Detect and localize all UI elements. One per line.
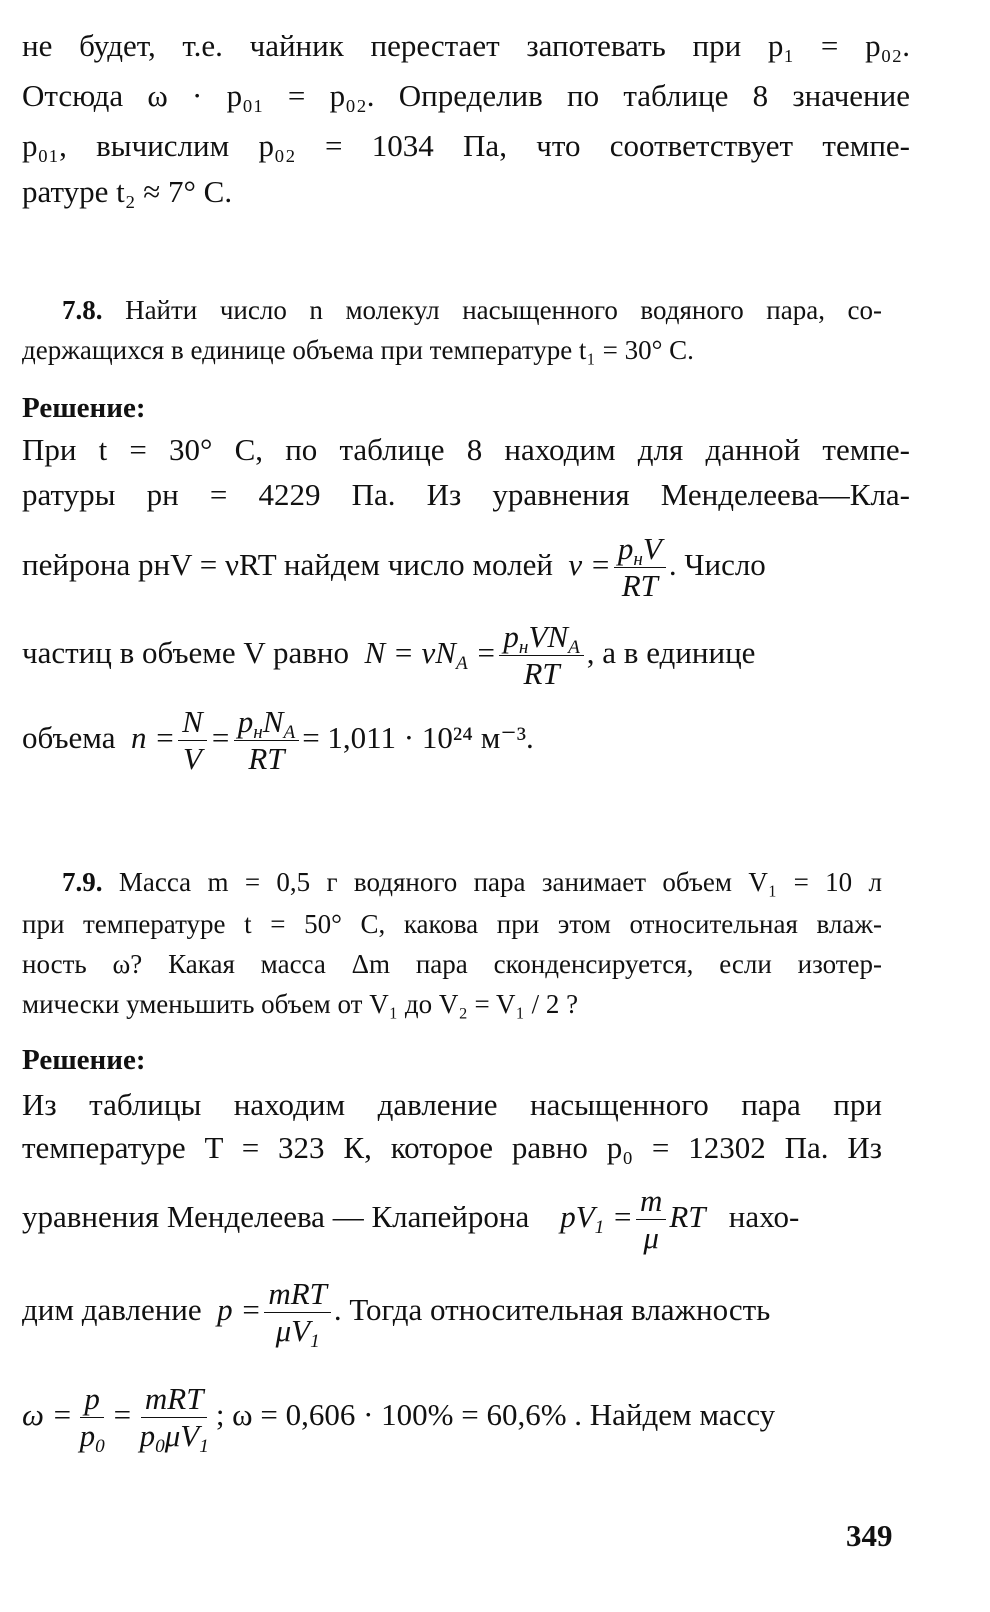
problem-condition: ность ω? Какая масса Δm пара сконденсируется, если изотер- bbox=[22, 949, 882, 979]
text-fragment: объема bbox=[22, 720, 116, 755]
text-fragment: дим давление bbox=[22, 1292, 202, 1327]
text-line: При t = 30° C, по таблице 8 находим для данной темпе- bbox=[22, 432, 910, 467]
problem-text: Масса m = 0,5 г водяного пара занимает объем V₁ = 10 л bbox=[118, 867, 883, 897]
formula: p = bbox=[209, 1292, 262, 1327]
formula: n = bbox=[123, 720, 176, 755]
formula: ν = bbox=[560, 547, 611, 582]
fraction: $\frac{m}{\mu}$ bbox=[636, 1185, 666, 1255]
problem-text: Найти число n молекул насыщенного водяного пара, со- bbox=[125, 295, 883, 325]
text-line-with-formula bbox=[22, 618, 910, 691]
solution-heading: Решение: bbox=[22, 1044, 146, 1076]
text-fragment: = 1,011 · 10²⁴ м⁻³. bbox=[302, 720, 534, 755]
text-line-with-formula: уравнения Менделеева — Клапейрона $pV_1$ = $\frac{m}{\mu}$ RT нахо- bbox=[22, 1182, 800, 1256]
solution-heading: Решение: bbox=[22, 392, 146, 424]
problem-condition: держащихся в единице объема при температуре t₁ = 30° C. bbox=[22, 335, 694, 365]
fraction: $\frac{N}{V}$ bbox=[178, 706, 207, 776]
text-fragment: уравнения Менделеева — Клапейрона bbox=[22, 1199, 530, 1234]
text-line: не будет, т.е. чайник перестает запотевать при p₁ = p₀₂. bbox=[22, 28, 910, 63]
fraction: $\frac{p_нV}{RT}$ bbox=[614, 533, 666, 603]
problem-condition bbox=[62, 290, 882, 330]
problem-number: 7.8. bbox=[62, 295, 103, 325]
text-line-with-formula: ω = $\frac{p}{p_0}$ = $\frac{\text{mRT}}{p_0\mu V_1}$ ; ω = 0,606 · 100% = 60,6% . Найдем массу bbox=[22, 1380, 776, 1458]
text-fragment: пейрона pнV = νRT найдем число молей bbox=[22, 547, 553, 582]
fraction: $\frac{p}{p_0}$ bbox=[79, 1380, 105, 1458]
text-line: ратуре t₂ ≈ 7° C. bbox=[22, 174, 233, 209]
text-fragment: нахо- bbox=[728, 1199, 800, 1234]
text-fragment: ; ω = 0,606 · 100% = 60,6% . Найдем массу bbox=[215, 1397, 776, 1432]
text-fragment: , а в единице bbox=[586, 635, 756, 670]
formula: $N = \nu N_A$ = bbox=[356, 635, 497, 674]
text-line: Отсюда ω · p₀₁ = p₀₂. Определив по таблице 8 значение bbox=[22, 78, 910, 113]
text-fragment: . Тогда относительная влажность bbox=[333, 1292, 771, 1327]
fraction: $\frac{p_нN_A}{RT}$ bbox=[234, 706, 299, 776]
problem-condition: при температуре t = 50° C, какова при этом относительная влаж- bbox=[22, 909, 882, 939]
text-fragment: . Число bbox=[668, 547, 766, 582]
problem-condition: мически уменьшить объем от V₁ до V₂ = V₁ / 2 ? bbox=[22, 989, 579, 1019]
fraction: $\frac{\text{mRT}}{p_0\mu V_1}$ bbox=[139, 1380, 209, 1458]
text-line: p₀₁, вычислим p₀₂ = 1034 Па, что соответствует темпе- bbox=[22, 128, 910, 163]
text-line: температуре T = 323 К, которое равно p₀ = 12302 Па. Из bbox=[22, 1130, 882, 1165]
formula: $pV_1$ = bbox=[536, 1199, 633, 1238]
fraction: $\frac{\text{mRT}}{\mu V_1}$ bbox=[264, 1278, 331, 1348]
text-line-with-formula bbox=[22, 530, 910, 603]
page-number: 349 bbox=[846, 1518, 893, 1553]
formula: ω = bbox=[22, 1397, 73, 1432]
text-line: ратуры pн = 4229 Па. Из уравнения Менделеева—Кла- bbox=[22, 477, 910, 512]
text-line-with-formula bbox=[22, 1275, 910, 1353]
text-line: Из таблицы находим давление насыщенного пара при bbox=[22, 1087, 882, 1122]
fraction: $\frac{p_нVN_A}{RT}$ bbox=[499, 621, 583, 691]
problem-condition bbox=[62, 862, 882, 902]
text-fragment: частиц в объеме V равно bbox=[22, 635, 349, 670]
problem-number: 7.9. bbox=[62, 867, 103, 897]
text-line-with-formula: объема n = $\frac{N}{V}$ = $\frac{p_нN_A}{RT}$ = 1,011 · 10²⁴ м⁻³. bbox=[22, 703, 534, 777]
